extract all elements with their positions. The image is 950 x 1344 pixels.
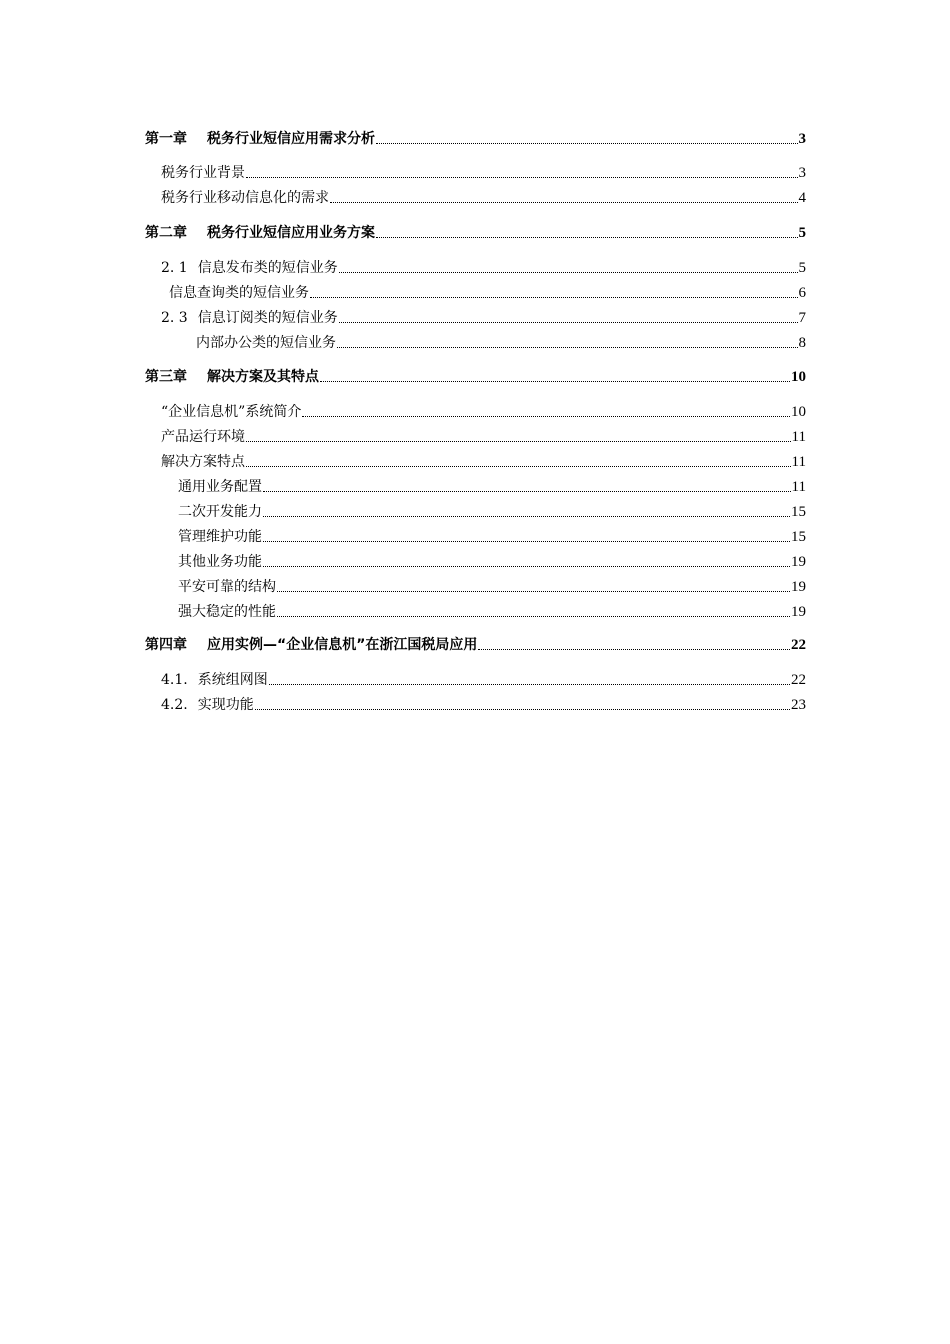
section-number: 4.1. [161, 672, 188, 688]
dot-leader [246, 466, 791, 467]
dot-leader [246, 441, 791, 442]
toc-entry-3-1[interactable] [161, 399, 806, 421]
page-number: 10 [791, 404, 806, 420]
entry-title: 产品运行环境 [161, 429, 245, 445]
toc-entry-3-3-5[interactable] [178, 574, 806, 596]
chapter-title: 解决方案及其特点 [207, 369, 319, 385]
page-number: 19 [791, 579, 806, 595]
dot-leader [255, 709, 790, 710]
entry-title: 内部办公类的短信业务 [196, 335, 336, 351]
page-number: 23 [791, 697, 806, 713]
entry-title: 税务行业移动信息化的需求 [161, 190, 329, 206]
toc-entry-3-3-1[interactable] [178, 474, 806, 496]
chapter-title: 税务行业短信应用需求分析 [207, 131, 375, 147]
toc-entry-2-3[interactable] [161, 305, 806, 327]
dot-leader [376, 143, 798, 144]
entry-title: “企业信息机”系统简介 [161, 404, 302, 420]
toc-entry-4-2[interactable] [161, 692, 806, 714]
dot-leader [339, 272, 798, 273]
chapter-title: 税务行业短信应用业务方案 [207, 225, 375, 241]
page-number: 11 [791, 479, 806, 495]
page-number: 11 [791, 454, 806, 470]
toc-chapter-3[interactable] [145, 364, 806, 386]
chapter-label: 第三章 [145, 369, 187, 385]
toc-entry-3-3-6[interactable] [178, 599, 806, 621]
dot-leader [263, 566, 790, 567]
dot-leader [263, 541, 790, 542]
chapter-label: 第四章 [145, 637, 187, 653]
page-number: 4 [798, 190, 806, 206]
toc-entry-3-3-3[interactable] [178, 524, 806, 546]
page-number: 5 [798, 260, 806, 276]
dot-leader [302, 416, 790, 417]
entry-title: 解决方案特点 [161, 454, 245, 470]
dot-leader [376, 237, 798, 238]
dot-leader [330, 202, 798, 203]
page-number: 15 [791, 529, 806, 545]
entry-title: 系统组网图 [197, 672, 268, 688]
toc-entry-3-3-4[interactable] [178, 549, 806, 571]
dot-leader [246, 177, 798, 178]
page-number: 11 [791, 429, 806, 445]
dot-leader [320, 381, 790, 382]
dot-leader [263, 516, 790, 517]
entry-title: 信息发布类的短信业务 [197, 260, 338, 276]
page-number: 10 [791, 369, 806, 385]
toc-entry-3-3[interactable] [161, 449, 806, 471]
dot-leader [277, 591, 790, 592]
page-number: 7 [798, 310, 806, 326]
chapter-label: 第一章 [145, 131, 187, 147]
toc-chapter-2[interactable] [145, 220, 806, 242]
toc-entry-2-4[interactable] [196, 330, 806, 352]
dot-leader [269, 684, 790, 685]
page-number: 3 [798, 131, 806, 147]
page-number: 5 [798, 225, 806, 241]
dot-leader [263, 491, 791, 492]
toc-entry-3-2[interactable] [161, 424, 806, 446]
toc-entry-2-2[interactable] [169, 280, 806, 302]
entry-title: 税务行业背景 [161, 165, 245, 181]
dot-leader [339, 322, 798, 323]
section-number: 4.2. [161, 697, 188, 713]
page-number: 22 [791, 637, 806, 653]
entry-title: 平安可靠的结构 [178, 579, 276, 595]
section-number: 2. 3 [161, 310, 188, 326]
toc-entry-2-1[interactable] [161, 255, 806, 277]
chapter-title: 应用实例—“企业信息机”在浙江国税局应用 [207, 637, 478, 653]
dot-leader [337, 347, 798, 348]
toc-chapter-4[interactable] [145, 632, 806, 654]
page-number: 22 [791, 672, 806, 688]
toc-entry-3-3-2[interactable] [178, 499, 806, 521]
entry-title: 二次开发能力 [178, 504, 262, 520]
entry-title: 信息查询类的短信业务 [169, 285, 309, 301]
toc-entry-mobile-needs[interactable] [161, 185, 806, 207]
section-number: 2. 1 [161, 260, 188, 276]
dot-leader [277, 616, 790, 617]
toc-entry-4-1[interactable] [161, 667, 806, 689]
page-number: 19 [791, 604, 806, 620]
entry-title: 信息订阅类的短信业务 [197, 310, 338, 326]
entry-title: 管理维护功能 [178, 529, 262, 545]
page-number: 3 [798, 165, 806, 181]
page-number: 6 [798, 285, 806, 301]
dot-leader [478, 649, 790, 650]
toc-entry-tax-background[interactable] [161, 160, 806, 182]
page-number: 19 [791, 554, 806, 570]
entry-title: 强大稳定的性能 [178, 604, 276, 620]
entry-title: 实现功能 [197, 697, 254, 713]
entry-title: 其他业务功能 [178, 554, 262, 570]
page-number: 15 [791, 504, 806, 520]
page-number: 8 [798, 335, 806, 351]
dot-leader [310, 297, 798, 298]
toc-chapter-1[interactable] [145, 126, 806, 148]
chapter-label: 第二章 [145, 225, 187, 241]
entry-title: 通用业务配置 [178, 479, 262, 495]
